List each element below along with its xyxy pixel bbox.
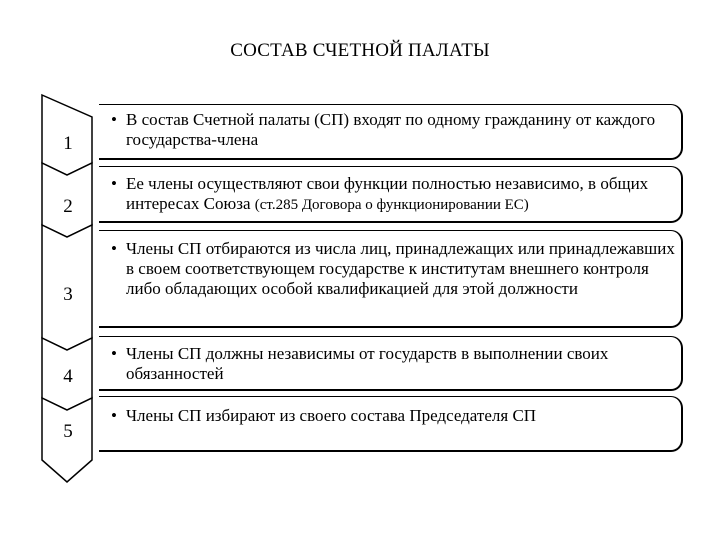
step-text-5: Члены СП избирают из своего состава Председателя СП [126, 406, 537, 425]
bullet: • [111, 406, 117, 425]
step-box-4 [99, 336, 683, 391]
bullet: • [111, 344, 117, 363]
step-number-2: 2 [63, 196, 73, 217]
step-box-5 [99, 396, 683, 452]
diagram-title: СОСТАВ СЧЕТНОЙ ПАЛАТЫ [230, 40, 490, 61]
step-box-3 [99, 230, 683, 328]
bullet: • [111, 239, 117, 258]
step-item-4 [111, 344, 677, 384]
step-text-2-main: Ее члены осуществляют свои функции полностью независимо, в общих интересах Союза [126, 174, 649, 213]
step-number-3: 3 [63, 284, 73, 305]
step-item-5 [111, 406, 677, 426]
step-text-3: Члены СП отбираются из числа лиц, принадлежащих или принадлежавших в своем соответствующем государстве к институтам внешнего контроля либо обладающих особой квалификацией для этой должности [126, 239, 675, 298]
step-number-5: 5 [63, 421, 73, 442]
step-item-3 [111, 239, 677, 299]
step-item-1 [111, 110, 677, 150]
step-number-1: 1 [63, 133, 73, 154]
bullet: • [111, 110, 117, 129]
step-text-4: Члены СП должны независимы от государств в выполнении своих обязанностей [126, 344, 609, 383]
step-text-2-note: (ст.285 Договора о функционировании ЕС) [254, 197, 529, 213]
step-text-1: В состав Счетной палаты (СП) входят по одному гражданину от каждого государства-члена [126, 110, 656, 149]
step-text-2 [111, 174, 677, 215]
bullet: • [111, 174, 117, 193]
step-box-2 [99, 166, 683, 223]
step-item-2 [111, 174, 677, 215]
step-box-1 [99, 104, 683, 160]
step-number-4: 4 [63, 366, 73, 387]
